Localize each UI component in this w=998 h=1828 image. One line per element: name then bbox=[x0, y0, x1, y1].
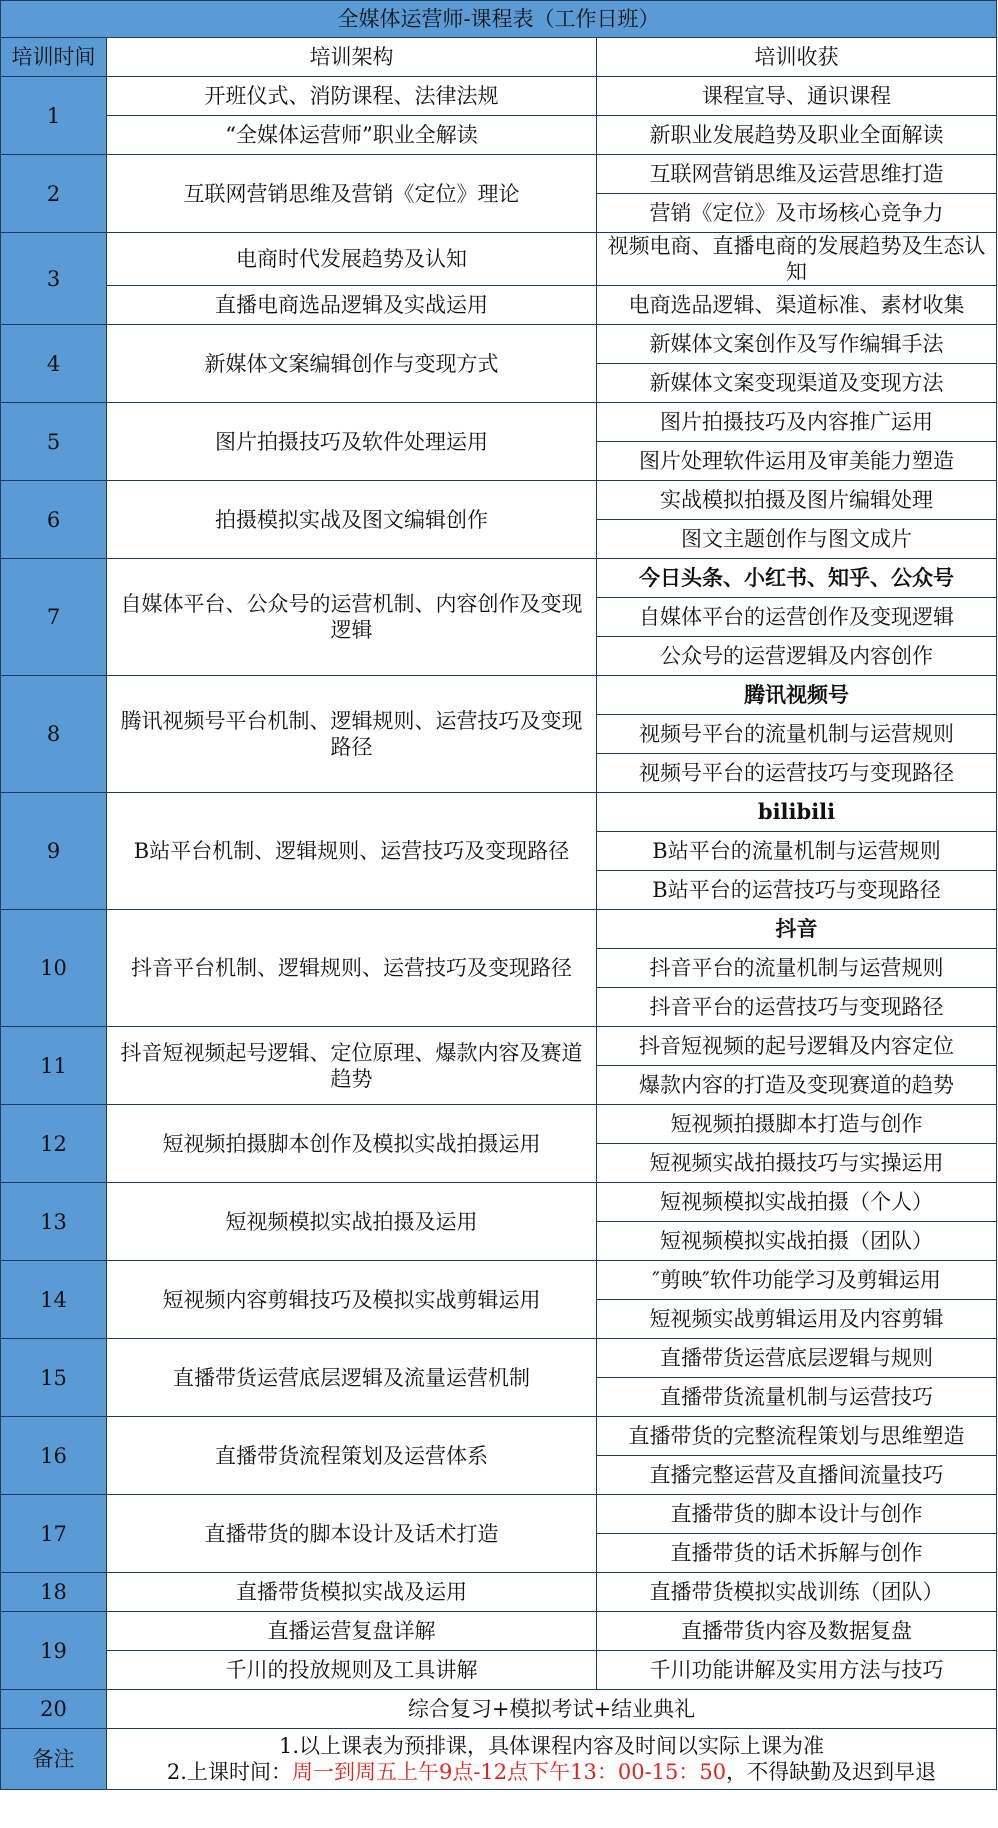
training-outcome-cell: 电商选品逻辑、渠道标准、素材收集 bbox=[597, 286, 997, 325]
table-row bbox=[1, 1495, 997, 1534]
notes-row bbox=[1, 1729, 997, 1790]
training-outcome-cell: ″剪映″软件功能学习及剪辑运用 bbox=[597, 1261, 997, 1300]
training-outcome-cell: 课程宣导、通识课程 bbox=[597, 77, 997, 116]
training-outcome-cell: 自媒体平台的运营创作及变现逻辑 bbox=[597, 598, 997, 637]
training-outcome-cell: 视频号平台的流量机制与运营规则 bbox=[597, 715, 997, 754]
training-outcome-cell: 短视频实战剪辑运用及内容剪辑 bbox=[597, 1300, 997, 1339]
training-outcome-cell: 公众号的运营逻辑及内容创作 bbox=[597, 637, 997, 676]
header-training-outcome: 培训收获 bbox=[597, 38, 997, 77]
session-number: 13 bbox=[1, 1183, 107, 1261]
training-outcome-cell: 短视频模拟实战拍摄（团队） bbox=[597, 1222, 997, 1261]
training-outcome-cell: 直播带货的话术拆解与创作 bbox=[597, 1534, 997, 1573]
session-number: 8 bbox=[1, 676, 107, 793]
session-number: 20 bbox=[1, 1690, 107, 1729]
notes-content bbox=[107, 1729, 997, 1790]
training-outcome-cell: 直播带货的完整流程策划与思维塑造 bbox=[597, 1417, 997, 1456]
session-number: 10 bbox=[1, 910, 107, 1027]
notes-label: 备注 bbox=[1, 1729, 107, 1790]
training-outcome-cell: 新媒体文案变现渠道及变现方法 bbox=[597, 364, 997, 403]
training-outcome-cell: 图片处理软件运用及审美能力塑造 bbox=[597, 442, 997, 481]
training-structure-cell: 短视频内容剪辑技巧及模拟实战剪辑运用 bbox=[107, 1261, 597, 1339]
table-row bbox=[1, 77, 997, 116]
training-structure-cell: 电商时代发展趋势及认知 bbox=[107, 233, 597, 286]
header-training-time: 培训时间 bbox=[1, 38, 107, 77]
training-structure-cell: 直播电商选品逻辑及实战运用 bbox=[107, 286, 597, 325]
session-number: 6 bbox=[1, 481, 107, 559]
training-outcome-cell: 爆款内容的打造及变现赛道的趋势 bbox=[597, 1066, 997, 1105]
note-line-2-suffix: ，不得缺勤及迟到早退 bbox=[726, 1760, 937, 1784]
training-structure-cell: 直播带货流程策划及运营体系 bbox=[107, 1417, 597, 1495]
table-row bbox=[1, 676, 997, 715]
session-number: 4 bbox=[1, 325, 107, 403]
training-outcome-cell: 抖音 bbox=[597, 910, 997, 949]
training-structure-cell: 图片拍摄技巧及软件处理运用 bbox=[107, 403, 597, 481]
training-outcome-cell: 直播带货流量机制与运营技巧 bbox=[597, 1378, 997, 1417]
training-outcome-cell: 直播完整运营及直播间流量技巧 bbox=[597, 1456, 997, 1495]
training-outcome-cell: 抖音平台的运营技巧与变现路径 bbox=[597, 988, 997, 1027]
training-outcome-cell: 短视频模拟实战拍摄（个人） bbox=[597, 1183, 997, 1222]
table-row bbox=[1, 1261, 997, 1300]
session-number: 14 bbox=[1, 1261, 107, 1339]
table-row bbox=[1, 1612, 997, 1651]
note-line-2-prefix: 2.上课时间： bbox=[166, 1760, 292, 1784]
training-structure-cell: 直播带货模拟实战及运用 bbox=[107, 1573, 597, 1612]
session-number: 9 bbox=[1, 793, 107, 910]
session-number: 15 bbox=[1, 1339, 107, 1417]
training-outcome-cell: 新媒体文案创作及写作编辑手法 bbox=[597, 325, 997, 364]
training-structure-cell: 短视频模拟实战拍摄及运用 bbox=[107, 1183, 597, 1261]
training-outcome-cell: 短视频实战拍摄技巧与实操运用 bbox=[597, 1144, 997, 1183]
table-row bbox=[1, 481, 997, 520]
training-outcome-cell: 直播带货模拟实战训练（团队） bbox=[597, 1573, 997, 1612]
training-outcome-cell: 互联网营销思维及运营思维打造 bbox=[597, 155, 997, 194]
header-training-structure: 培训架构 bbox=[107, 38, 597, 77]
training-outcome-cell: 千川功能讲解及实用方法与技巧 bbox=[597, 1651, 997, 1690]
training-outcome-cell: B站平台的运营技巧与变现路径 bbox=[597, 871, 997, 910]
session-number: 1 bbox=[1, 77, 107, 155]
training-outcome-cell: 今日头条、小红书、知乎、公众号 bbox=[597, 559, 997, 598]
note-line-2 bbox=[111, 1759, 992, 1785]
table-row bbox=[1, 1690, 997, 1729]
class-time-highlight: 周一到周五上午9点-12点下午13：00-15：50 bbox=[291, 1760, 727, 1784]
training-outcome-cell: 图片拍摄技巧及内容推广运用 bbox=[597, 403, 997, 442]
session-number: 7 bbox=[1, 559, 107, 676]
training-structure-cell: 互联网营销思维及营销《定位》理论 bbox=[107, 155, 597, 233]
training-structure-cell: 自媒体平台、公众号的运营机制、内容创作及变现逻辑 bbox=[107, 559, 597, 676]
table-row bbox=[1, 1417, 997, 1456]
training-outcome-cell: 直播带货运营底层逻辑与规则 bbox=[597, 1339, 997, 1378]
table-row bbox=[1, 1183, 997, 1222]
training-structure-cell: 抖音平台机制、逻辑规则、运营技巧及变现路径 bbox=[107, 910, 597, 1027]
table-row bbox=[1, 286, 997, 325]
session-number: 3 bbox=[1, 233, 107, 325]
session-number: 5 bbox=[1, 403, 107, 481]
training-outcome-cell: B站平台的流量机制与运营规则 bbox=[597, 832, 997, 871]
training-outcome-cell: 直播带货的脚本设计与创作 bbox=[597, 1495, 997, 1534]
session-number: 16 bbox=[1, 1417, 107, 1495]
table-row bbox=[1, 233, 997, 286]
final-session-content: 综合复习+模拟考试+结业典礼 bbox=[107, 1690, 997, 1729]
training-outcome-cell: 图文主题创作与图文成片 bbox=[597, 520, 997, 559]
training-structure-cell: 抖音短视频起号逻辑、定位原理、爆款内容及赛道趋势 bbox=[107, 1027, 597, 1105]
table-row bbox=[1, 325, 997, 364]
training-outcome-cell: 腾讯视频号 bbox=[597, 676, 997, 715]
table-row bbox=[1, 793, 997, 832]
training-outcome-cell: 抖音平台的流量机制与运营规则 bbox=[597, 949, 997, 988]
table-row bbox=[1, 1105, 997, 1144]
table-row bbox=[1, 1339, 997, 1378]
table-row bbox=[1, 403, 997, 442]
table-row bbox=[1, 1651, 997, 1690]
session-number: 2 bbox=[1, 155, 107, 233]
table-row bbox=[1, 910, 997, 949]
training-structure-cell: 开班仪式、消防课程、法律法规 bbox=[107, 77, 597, 116]
table-row bbox=[1, 1027, 997, 1066]
training-structure-cell: 直播带货运营底层逻辑及流量运营机制 bbox=[107, 1339, 597, 1417]
training-outcome-cell: 视频电商、直播电商的发展趋势及生态认知 bbox=[597, 233, 997, 286]
training-structure-cell: 直播运营复盘详解 bbox=[107, 1612, 597, 1651]
note-line-1: 1.以上课表为预排课，具体课程内容及时间以实际上课为准 bbox=[278, 1734, 825, 1758]
session-number: 18 bbox=[1, 1573, 107, 1612]
training-structure-cell: 直播带货的脚本设计及话术打造 bbox=[107, 1495, 597, 1573]
training-structure-cell: 新媒体文案编辑创作与变现方式 bbox=[107, 325, 597, 403]
training-structure-cell: 拍摄模拟实战及图文编辑创作 bbox=[107, 481, 597, 559]
training-structure-cell: “全媒体运营师”职业全解读 bbox=[107, 116, 597, 155]
training-outcome-cell: 直播带货内容及数据复盘 bbox=[597, 1612, 997, 1651]
training-structure-cell: B站平台机制、逻辑规则、运营技巧及变现路径 bbox=[107, 793, 597, 910]
training-structure-cell: 千川的投放规则及工具讲解 bbox=[107, 1651, 597, 1690]
session-number: 19 bbox=[1, 1612, 107, 1690]
training-structure-cell: 腾讯视频号平台机制、逻辑规则、运营技巧及变现路径 bbox=[107, 676, 597, 793]
training-outcome-cell: 短视频拍摄脚本打造与创作 bbox=[597, 1105, 997, 1144]
table-row bbox=[1, 559, 997, 598]
training-outcome-cell: 视频号平台的运营技巧与变现路径 bbox=[597, 754, 997, 793]
session-number: 17 bbox=[1, 1495, 107, 1573]
table-title: 全媒体运营师-课程表（工作日班） bbox=[1, 1, 997, 38]
session-number: 12 bbox=[1, 1105, 107, 1183]
table-row bbox=[1, 155, 997, 194]
training-outcome-cell: 抖音短视频的起号逻辑及内容定位 bbox=[597, 1027, 997, 1066]
training-outcome-cell: 营销《定位》及市场核心竞争力 bbox=[597, 194, 997, 233]
training-outcome-cell: 新职业发展趋势及职业全面解读 bbox=[597, 116, 997, 155]
session-number: 11 bbox=[1, 1027, 107, 1105]
training-structure-cell: 短视频拍摄脚本创作及模拟实战拍摄运用 bbox=[107, 1105, 597, 1183]
table-row bbox=[1, 1573, 997, 1612]
table-row bbox=[1, 116, 997, 155]
training-outcome-cell: 实战模拟拍摄及图片编辑处理 bbox=[597, 481, 997, 520]
training-outcome-cell: bilibili bbox=[597, 793, 997, 832]
